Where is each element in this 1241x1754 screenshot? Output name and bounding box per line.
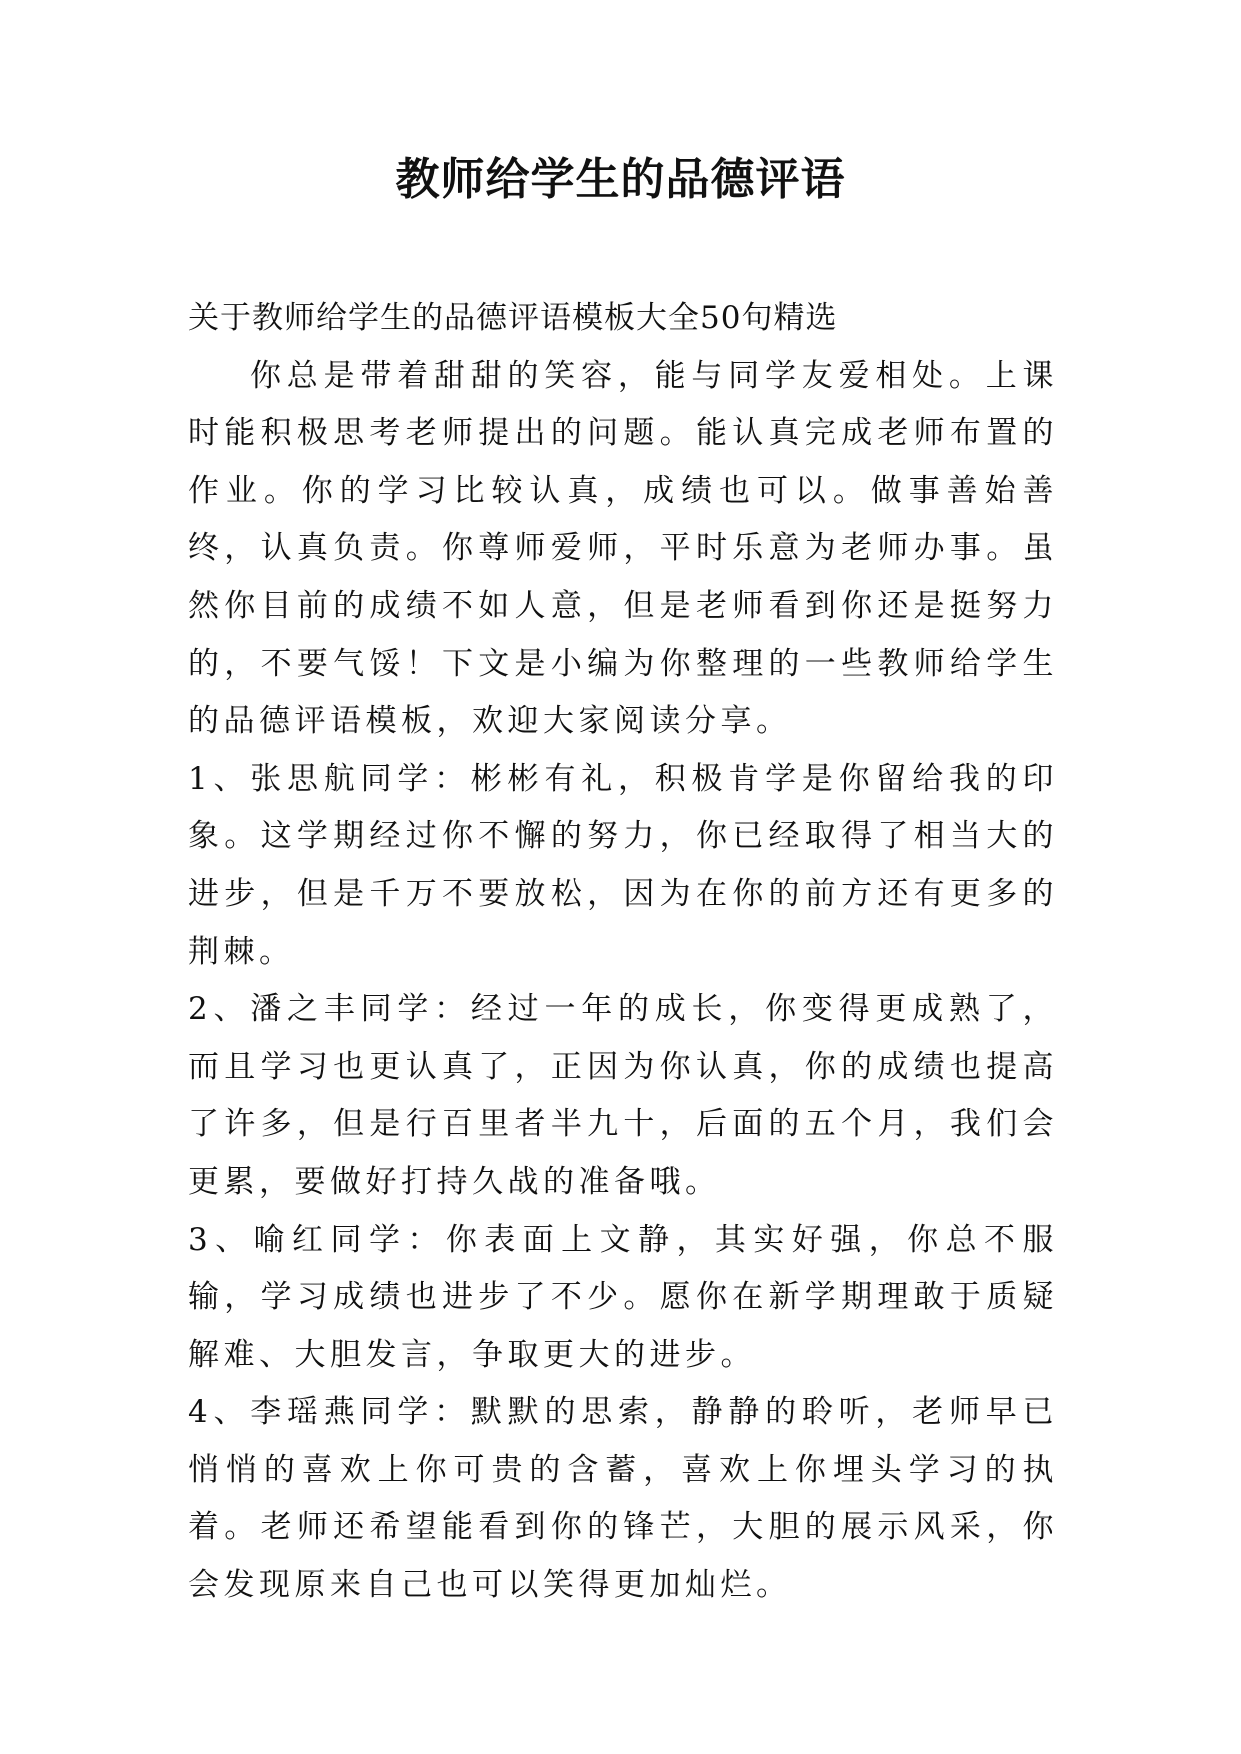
document-body [188,290,1058,1615]
comment-item-3: 3、喻红同学：你表面上文静，其实好强，你总不服输，学习成绩也进步了不少。愿你在新学期理敢于质疑解难、大胆发言，争取更大的进步。 [188,1221,1058,1373]
comment-item-1: 1、张思航同学：彬彬有礼，积极肯学是你留给我的印象。这学期经过你不懈的努力，你已经取得了相当大的进步，但是千万不要放松，因为在你的前方还有更多的荆棘。 [188,760,1058,970]
document-subtitle: 关于教师给学生的品德评语模板大全50句精选 [188,300,838,336]
comment-item-2: 2、潘之丰同学：经过一年的成长，你变得更成熟了，而且学习也更认真了，正因为你认真，你的成绩也提高了许多，但是行百里者半九十，后面的五个月，我们会更累，要做好打持久战的准备哦。 [188,991,1058,1200]
document-title: 教师给学生的品德评语 [395,154,846,205]
intro-paragraph: 你总是带着甜甜的笑容，能与同学友爱相处。上课时能积极思考老师提出的问题。能认真完成老师布置的作业。你的学习比较认真，成绩也可以。做事善始善终，认真负责。你尊师爱师，平时乐意为老师办事。虽然你目前的成绩不如人意，但是老师看到你还是挺努力的，不要气馁！下文是小编为你整理的一些教师给学生的品德评语模板，欢迎大家阅读分享。 [188,357,1058,740]
comment-item-4: 4、李瑶燕同学：默默的思索，静静的聆听，老师早已悄悄的喜欢上你可贵的含蓄，喜欢上你埋头学习的执着。老师还希望能看到你的锋芒，大胆的展示风采，你会发现原来自己也可以笑得更加灿烂。 [188,1394,1058,1604]
